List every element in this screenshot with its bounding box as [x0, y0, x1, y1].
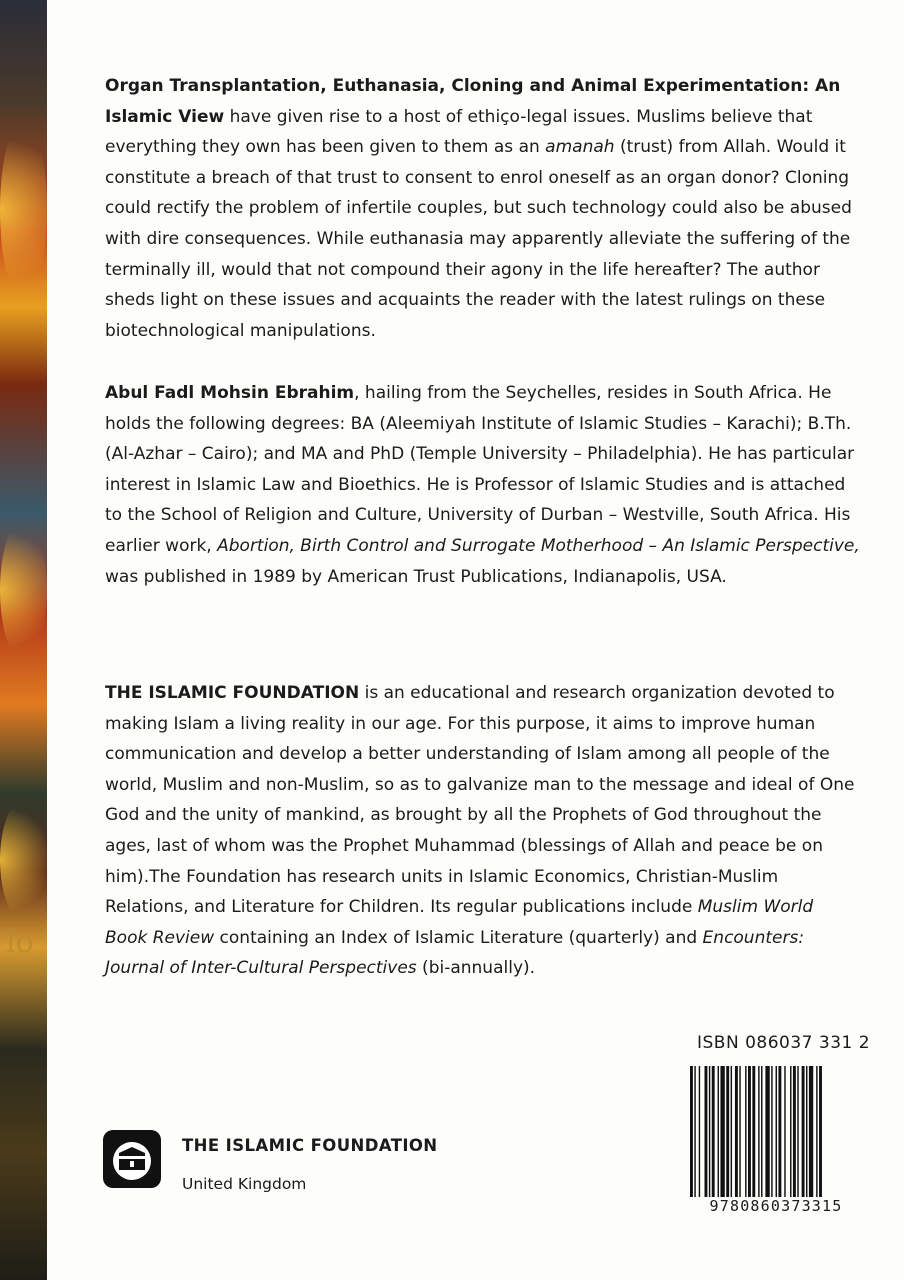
barcode-digits: 9780860373315 — [686, 1197, 866, 1215]
review-title: Muslim World Book Review — [105, 897, 814, 948]
publisher-country: United Kingdom — [182, 1175, 307, 1193]
amanah-term: amanah — [545, 137, 615, 158]
earlier-work-title: Abortion, Birth Control and Surrogate Motherhood – An Islamic Perspective, — [217, 535, 860, 556]
publisher-name-bold: THE ISLAMIC FOUNDATION — [105, 683, 360, 703]
spine-partial-title: lo — [6, 925, 34, 960]
cover-spine-artwork — [0, 0, 47, 1280]
kaaba-logo-icon — [103, 1130, 161, 1188]
book-description: Organ Transplantation, Euthanasia, Cloning and Animal Experimentation: An Islamic View have given rise to a host of ethiço-legal issues. Muslims believe that everything they own has been given to them as an amanah (trust) from Allah. Would it constitute a breach of that trust to consent to enrol oneself as an organ donor? Cloning could rectify the problem of infertile couples, but such technology could also be abused with dire consequences. While euthanasia may apparently alleviate the suffering of the terminally ill, would that not compound their agony in the life hereafter? The author sheds light on these issues and acquaints the reader with the latest rulings on these biotechnological manipulations. — [105, 76, 852, 341]
publisher-name: THE ISLAMIC FOUNDATION — [182, 1136, 438, 1155]
author-name: Abul Fadl Mohsin Ebrahim — [105, 383, 355, 403]
isbn-label: ISBN 086037 331 2 — [697, 1033, 871, 1053]
back-cover-text — [105, 71, 860, 979]
book-title: Organ Transplantation, Euthanasia, Cloning and Animal Experimentation: An Islamic View — [105, 76, 841, 127]
publisher-description: THE ISLAMIC FOUNDATION is an educational and research organization devoted to making Islam a living reality in our age. For this purpose, it aims to improve human communication and develop a better understanding of Islam among all people of the world, Muslim and non-Muslim, so as to galvanize man to the message and ideal of One God and the unity of mankind, as brought by all the Prophets of God throughout the ages, last of whom was the Prophet Muhammad (blessings of Allah and peace be on him).The Foundation has research units in Islamic Economics, Christian-Muslim Relations, and Literature for Children. Its regular publications include Muslim World Book Review containing an Index of Islamic Literature (quarterly) and Encounters: Journal of Inter-Cultural Perspectives (bi-annually). — [105, 683, 855, 979]
author-bio: Abul Fadl Mohsin Ebrahim, hailing from the Seychelles, resides in South Africa. He holds the following degrees: BA (Aleemiyah Institute of Islamic Studies – Karachi); B.Th. (Al-Azhar – Cairo); and MA and PhD (Temple University – Philadelphia). He has particular interest in Islamic Law and Bioethics. He is Professor of Islamic Studies and is attached to the School of Religion and Culture, University of Durban – Westville, South Africa. His earlier work, Abortion, Birth Control and Surrogate Motherhood – An Islamic Perspective, was published in 1989 by American Trust Publications, Indianapolis, USA. — [105, 383, 860, 587]
encounters-title: Encounters: Journal of Inter-Cultural Perspectives — [105, 927, 805, 979]
barcode — [686, 1066, 866, 1214]
